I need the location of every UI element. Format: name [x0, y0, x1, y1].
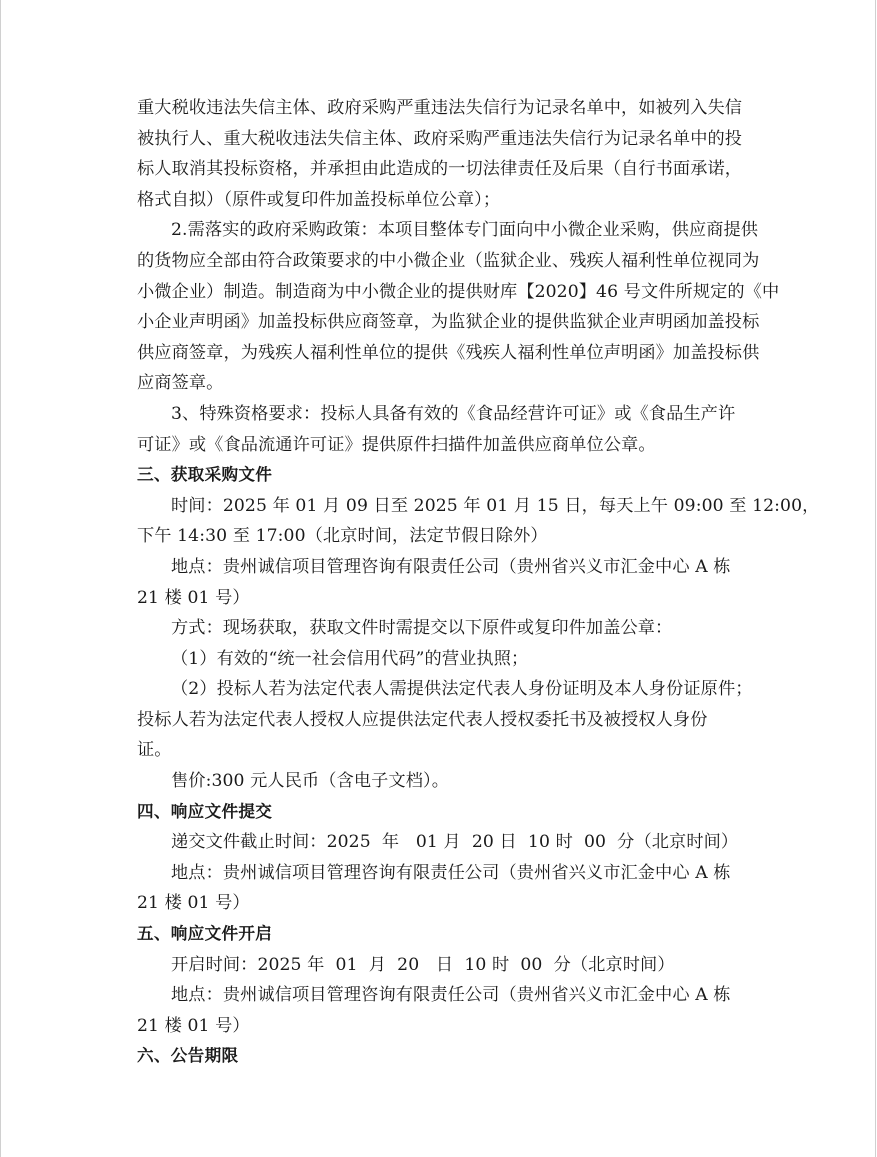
text-line: 的货物应全部由符合政策要求的中小微企业（监狱企业、残疾人福利性单位视同为	[137, 250, 760, 271]
text-line: 小微企业）制造。制造商为中小微企业的提供财库【2020】46 号文件所规定的《中	[137, 281, 780, 302]
text-line: 地点：贵州诚信项目管理咨询有限责任公司（贵州省兴义市汇金中心 A 栋	[171, 985, 731, 1006]
text-line: 3、特殊资格要求：投标人具备有效的《食品经营许可证》或《食品生产许	[171, 403, 736, 424]
text-line: 可证》或《食品流通许可证》提供原件扫描件加盖供应商单位公章。	[137, 434, 656, 455]
opening-place-paragraph	[137, 980, 747, 1041]
requirement-1-paragraph	[137, 644, 747, 675]
text-line: 开启时间：2025 年 01 月 20 日 10 时 00 分（北京时间）	[171, 954, 675, 975]
text-line: 21 楼 01 号）	[137, 587, 250, 608]
text-line: 递交文件截止时间：2025 年 01 月 20 日 10 时 00 分（北京时间）	[171, 832, 739, 853]
section-heading-obtain-documents: 三、获取采购文件	[137, 465, 273, 485]
opening-time-paragraph	[137, 950, 747, 981]
requirement-2-paragraph	[137, 674, 753, 766]
text-line: 2.需落实的政府采购政策：本项目整体专门面向中小微企业采购，供应商提供	[171, 220, 759, 241]
text-line: 被执行人、重大税收违法失信主体、政府采购严重违法失信行为记录名单中的投	[137, 128, 743, 149]
text-line: （2）投标人若为法定代表人需提供法定代表人身份证明及本人身份证原件；	[171, 679, 753, 700]
text-line: 售价:300 元人民币（含电子文档）。	[171, 771, 449, 792]
text-line: 应商签章。	[137, 373, 224, 394]
section-heading-announcement-period: 六、公告期限	[137, 1046, 239, 1066]
text-line: 时间：2025 年 01 月 09 日至 2025 年 01 月 15 日，每天上午 09:00 至 12:00，	[171, 495, 820, 516]
text-line: 21 楼 01 号）	[137, 1015, 250, 1036]
obtain-time-paragraph	[137, 491, 820, 552]
text-line: 重大税收违法失信主体、政府采购严重违法失信行为记录名单中，如被列入失信	[137, 98, 743, 118]
submission-place-paragraph	[137, 858, 747, 919]
special-qualification-paragraph	[137, 399, 747, 460]
procurement-policy-paragraph	[137, 215, 780, 399]
text-line: 投标人若为法定代表人授权人应提供法定代表人授权委托书及被授权人身份	[137, 709, 708, 730]
submission-deadline-paragraph	[137, 827, 747, 858]
text-line: 21 楼 01 号）	[137, 893, 250, 914]
text-line: 标人取消其投标资格，并承担由此造成的一切法律责任及后果（自行书面承诺，	[137, 159, 743, 180]
section-heading-submission: 四、响应文件提交	[137, 801, 273, 821]
text-line: 供应商签章，为残疾人福利性单位的提供《残疾人福利性单位声明函》加盖投标供	[137, 342, 760, 363]
obtain-place-paragraph	[137, 552, 747, 613]
section-heading-opening: 五、响应文件开启	[137, 924, 273, 944]
text-line: 方式：现场获取，获取文件时需提交以下原件或复印件加盖公章：	[171, 618, 673, 639]
document-body	[137, 93, 820, 1072]
obtain-method-paragraph	[137, 613, 747, 644]
text-line: 格式自拟）（原件或复印件加盖投标单位公章）；	[137, 189, 501, 210]
text-line: 小企业声明函》加盖投标供应商签章，为监狱企业的提供监狱企业声明函加盖投标	[137, 312, 760, 333]
eligibility-continuation-paragraph	[137, 93, 747, 215]
text-line: 证。	[137, 740, 172, 761]
text-line: （1）有效的“统一社会信用代码”的营业执照；	[171, 648, 529, 669]
text-line: 地点：贵州诚信项目管理咨询有限责任公司（贵州省兴义市汇金中心 A 栋	[171, 862, 731, 883]
price-paragraph	[137, 766, 747, 797]
text-line: 地点：贵州诚信项目管理咨询有限责任公司（贵州省兴义市汇金中心 A 栋	[171, 556, 731, 577]
text-line: 下午 14:30 至 17:00（北京时间，法定节假日除外）	[137, 526, 548, 547]
